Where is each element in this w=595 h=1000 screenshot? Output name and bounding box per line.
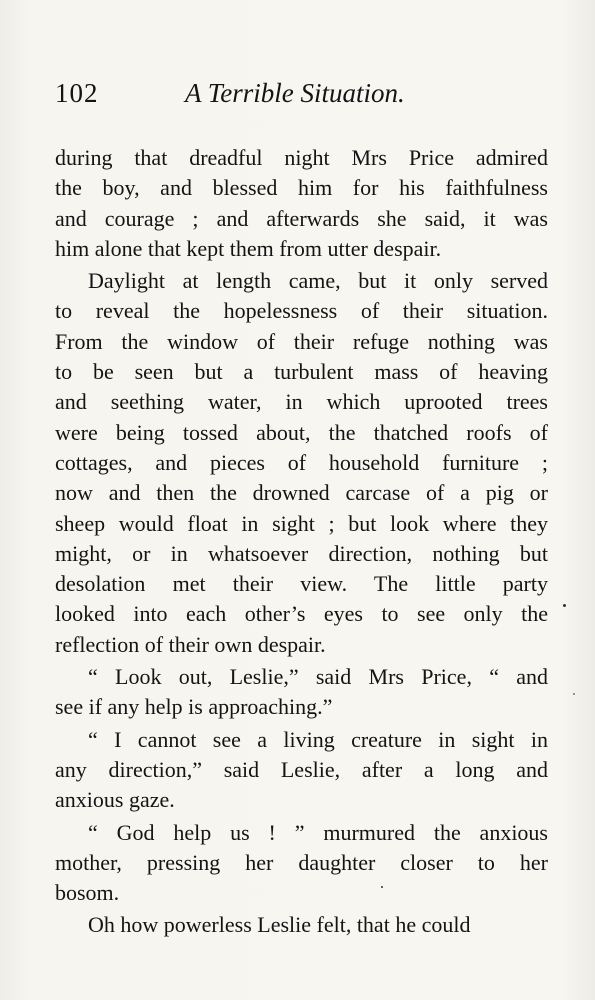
text-line: bosom. xyxy=(55,880,120,906)
text-line: anxious gaze. xyxy=(55,787,175,813)
text-line: mother, pressing her daughter closer to her xyxy=(55,849,548,875)
text-line: cottages, and pieces of household furniture ; xyxy=(55,449,548,475)
text-line: the boy, and blessed him for his faithfulness xyxy=(55,175,548,201)
text-line: reflection of their own despair. xyxy=(55,631,326,657)
page-number: 102 xyxy=(55,78,99,108)
text-line: to be seen but a turbulent mass of heaving xyxy=(55,359,548,385)
text-line: sheep would float in sight ; but look where they xyxy=(55,510,548,536)
text-line: “ I cannot see a living creature in sight in xyxy=(88,726,548,752)
text-line: looked into each other’s eyes to see only the xyxy=(55,601,548,627)
text-line: “ Look out, Leslie,” said Mrs Price, “ and xyxy=(88,664,548,690)
text-line: might, or in whatsoever direction, nothing but xyxy=(55,540,548,566)
text-line: during that dreadful night Mrs Price admired xyxy=(55,145,548,170)
text-line: and courage ; and afterwards she said, it was xyxy=(55,205,548,231)
ink-speck xyxy=(563,604,566,607)
text-line: From the window of their refuge nothing was xyxy=(55,328,548,354)
body-text xyxy=(55,143,548,941)
text-line: him alone that kept them from utter despair. xyxy=(55,235,442,261)
text-line: “ God help us ! ” murmured the anxious xyxy=(88,819,548,845)
text-line: Oh how powerless Leslie felt, that he could xyxy=(88,912,471,938)
text-line: see if any help is approaching.” xyxy=(55,694,333,720)
text-line: any direction,” said Leslie, after a long and xyxy=(55,756,548,782)
text-line: were being tossed about, the thatched roofs of xyxy=(55,419,548,445)
running-head: A Terrible Situation. xyxy=(185,78,405,108)
text-line: to reveal the hopelessness of their situation. xyxy=(55,298,548,324)
text-line: now and then the drowned carcase of a pig or xyxy=(55,480,548,506)
ink-speck xyxy=(381,886,383,888)
text-line: Daylight at length came, but it only served xyxy=(88,268,548,294)
text-line: and seething water, in which uprooted trees xyxy=(55,389,548,415)
ink-speck xyxy=(573,693,575,695)
text-line: desolation met their view. The little party xyxy=(55,571,548,597)
page-header xyxy=(55,78,550,118)
